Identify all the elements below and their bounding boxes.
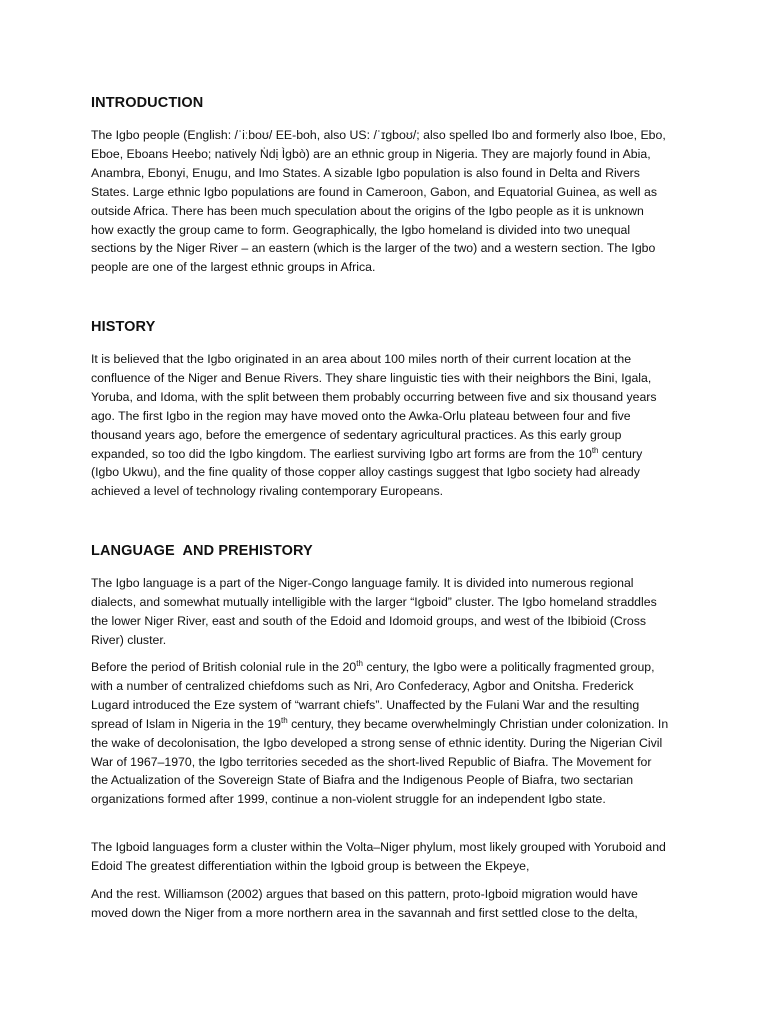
language-p2-text-a: Before the period of British colonial rule in the 20 [91, 660, 357, 674]
history-text-part-1: It is believed that the Igbo originated in an area about 100 miles north of their current location at the confluence of the Niger and Benue Rivers. They share linguistic ties with their neighbors the Bini, Igala, Yoruba, and Idoma, with the split between them probably occurring between five and six thousand years ago. The first Igbo in the region may have moved onto the Awka-Orlu plateau between four and five thousand years ago, before the emergence of sedentary agricultural practices. As this early group expanded, so too did the Igbo kingdom. The earliest surviving Igbo art forms are from the 10 [91, 352, 657, 461]
section-heading-history: HISTORY [91, 319, 156, 335]
language-p2-text-c: century, they became overwhelmingly Christian under colonization. In the wake of decolonisation, the Igbo developed a strong sense of ethnic identity. During the Nigerian Civil War of 1967–1970, the Igbo territories seceded as the short-lived Republic of Biafra. The Movement for the Actualization of the Sovereign State of Biafra and the Indigenous People of Biafra, two sectarian organizations formed after 1999, continue a non-violent struggle for an independent Igbo state. [91, 716, 669, 807]
history-text-part-2: century (Igbo Ukwu), and the fine quality of those copper alloy castings suggest that Igbo society had already achieved a level of technology rivaling contemporary Europeans. [91, 446, 643, 499]
language-paragraph-4: And the rest. Williamson (2002) argues that based on this pattern, proto-Igboid migration would have moved down the Niger from a more northern area in the savannah and first settled close to the delta, [91, 887, 638, 920]
section-heading-language: LANGUAGE AND PREHISTORY [91, 543, 313, 559]
language-p2-superscript-1: th [356, 659, 363, 668]
language-paragraph-1: The Igbo language is a part of the Niger-Congo language family. It is divided into numerous regional dialects, and somewhat mutually intelligible with the larger “Igboid” cluster. The Igbo homeland straddles the lower Niger River, east and south of the Edoid and Idomoid groups, and west of the Ibibioid (Cross River) cluster. [91, 576, 657, 647]
language-paragraph-3: The Igboid languages form a cluster within the Volta–Niger phylum, most likely grouped with Yoruboid and Edoid The greatest differentiation within the Igboid group is between the Ekpeye, [91, 840, 666, 873]
language-p2-superscript-2: th [281, 715, 288, 725]
history-superscript: th [591, 445, 599, 455]
history-paragraph [91, 350, 669, 501]
language-p2-text-b: century, the Igbo were a politically fragmented group, with a number of centralized chiefdoms such as Nri, Aro Confederacy, Agbor and Onitsha. Frederick Lugard introduced the Eze system of “warrant chiefs”. Unaffected by the Fulani War and the resulting spread of Islam in Nigeria in the 19 [91, 660, 655, 731]
language-paragraph-2 [91, 658, 669, 809]
section-heading-introduction: INTRODUCTION [91, 95, 204, 111]
introduction-paragraph: The Igbo people (English: /ˈiːboʊ/ EE-boh, also US: /ˈɪɡboʊ/; also spelled Ibo and formerly also Iboe, Ebo, Eboe, Eboans Heebo; natively Ṅdị Ìgbò) are an ethnic group in Nigeria. They are majorly found in Abia, Anambra, Ebonyi, Enugu, and Imo States. A sizable Igbo population is also found in Delta and Rivers States. Large ethnic Igbo populations are found in Cameroon, Gabon, and Equatorial Guinea, as well as outside Africa. There has been much speculation about the origins of the Igbo people as it is unknown how exactly the group came to form. Geographically, the Igbo homeland is divided into two unequal sections by the Niger River – an eastern (which is the larger of the two) and a western section. The Igbo people are one of the largest ethnic groups in Africa. [91, 128, 666, 275]
